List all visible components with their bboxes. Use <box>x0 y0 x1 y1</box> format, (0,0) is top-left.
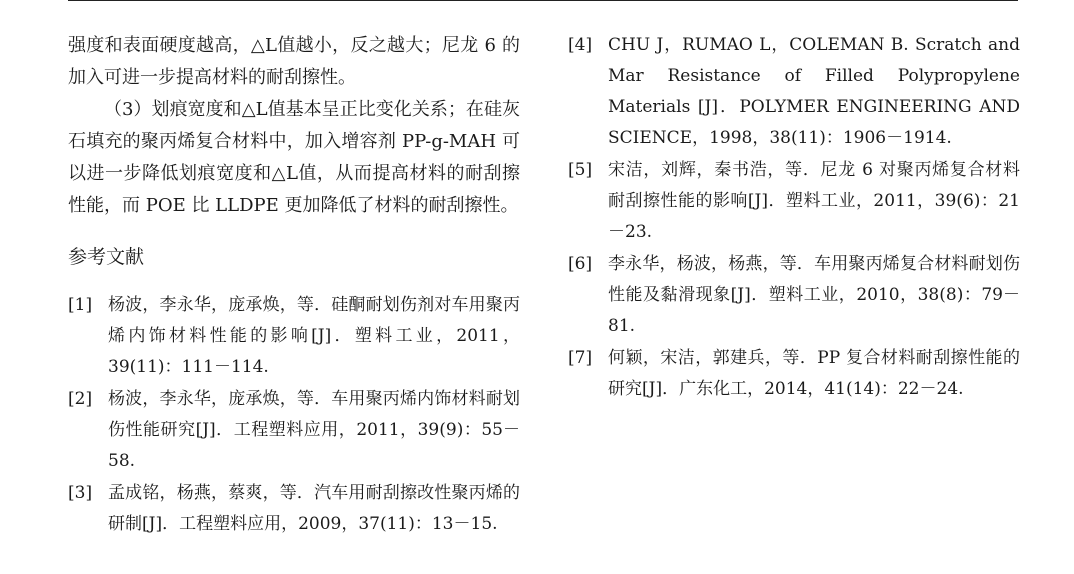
reference-number: [4] <box>568 35 593 55</box>
right-column <box>568 30 1020 406</box>
reference-number: [7] <box>568 348 593 368</box>
reference-item-6 <box>568 249 1020 342</box>
reference-item-1 <box>68 290 520 383</box>
top-rule <box>68 0 1018 1</box>
reference-number: [1] <box>68 295 93 315</box>
references-heading: 参考文献 <box>68 246 145 268</box>
reference-item-2 <box>68 384 520 477</box>
reference-text: 李永华，杨波，杨燕，等．车用聚丙烯复合材料耐划伤性能及黏滑现象[J]．塑料工业，2010，38(8)：79－81. <box>608 254 1020 336</box>
reference-number: [3] <box>68 483 93 503</box>
body-paragraph-2: （3）划痕宽度和△L值基本呈正比变化关系；在硅灰石填充的聚丙烯复合材料中，加入增容剂 PP-g-MAH 可以进一步降低划痕宽度和△L值，从而提高材料的耐刮擦性能，而 POE 比 LLDPE 更加降低了材料的耐刮擦性。 <box>68 99 520 216</box>
reference-number: [2] <box>68 389 93 409</box>
reference-text: 宋洁，刘辉，秦书浩，等．尼龙 6 对聚丙烯复合材料耐刮擦性能的影响[J]．塑料工业，2011，39(6)：21－23. <box>608 160 1020 242</box>
reference-text: 杨波，李永华，庞承焕，等．车用聚丙烯内饰材料耐划伤性能研究[J]．工程塑料应用，2011，39(9)：55－58. <box>108 389 520 471</box>
left-column <box>68 30 520 541</box>
reference-item-4 <box>568 30 1020 154</box>
reference-text: CHU J，RUMAO L，COLEMAN B. Scratch and Mar Resistance of Filled Polypropylene Materials [J]．POLYMER ENGINEERING AND SCIENCE，1998，38(11)：1906－1914. <box>608 35 1020 148</box>
reference-number: [6] <box>568 254 593 274</box>
reference-text: 杨波，李永华，庞承焕，等．硅酮耐划伤剂对车用聚丙烯内饰材料性能的影响[J]．塑料工业，2011，39(11)：111－114. <box>108 295 520 377</box>
reference-item-7 <box>568 343 1020 405</box>
reference-text: 何颖，宋洁，郭建兵，等．PP 复合材料耐刮擦性能的研究[J]．广东化工，2014，41(14)：22－24. <box>608 348 1020 399</box>
body-paragraph-1: 强度和表面硬度越高，△L值越小，反之越大；尼龙 6 的加入可进一步提高材料的耐刮擦性。 <box>68 35 520 88</box>
reference-item-3 <box>68 478 520 540</box>
reference-number: [5] <box>568 160 593 180</box>
reference-text: 孟成铭，杨燕，蔡爽，等．汽车用耐刮擦改性聚丙烯的研制[J]．工程塑料应用，2009，37(11)：13－15. <box>108 483 520 534</box>
reference-item-5 <box>568 155 1020 248</box>
